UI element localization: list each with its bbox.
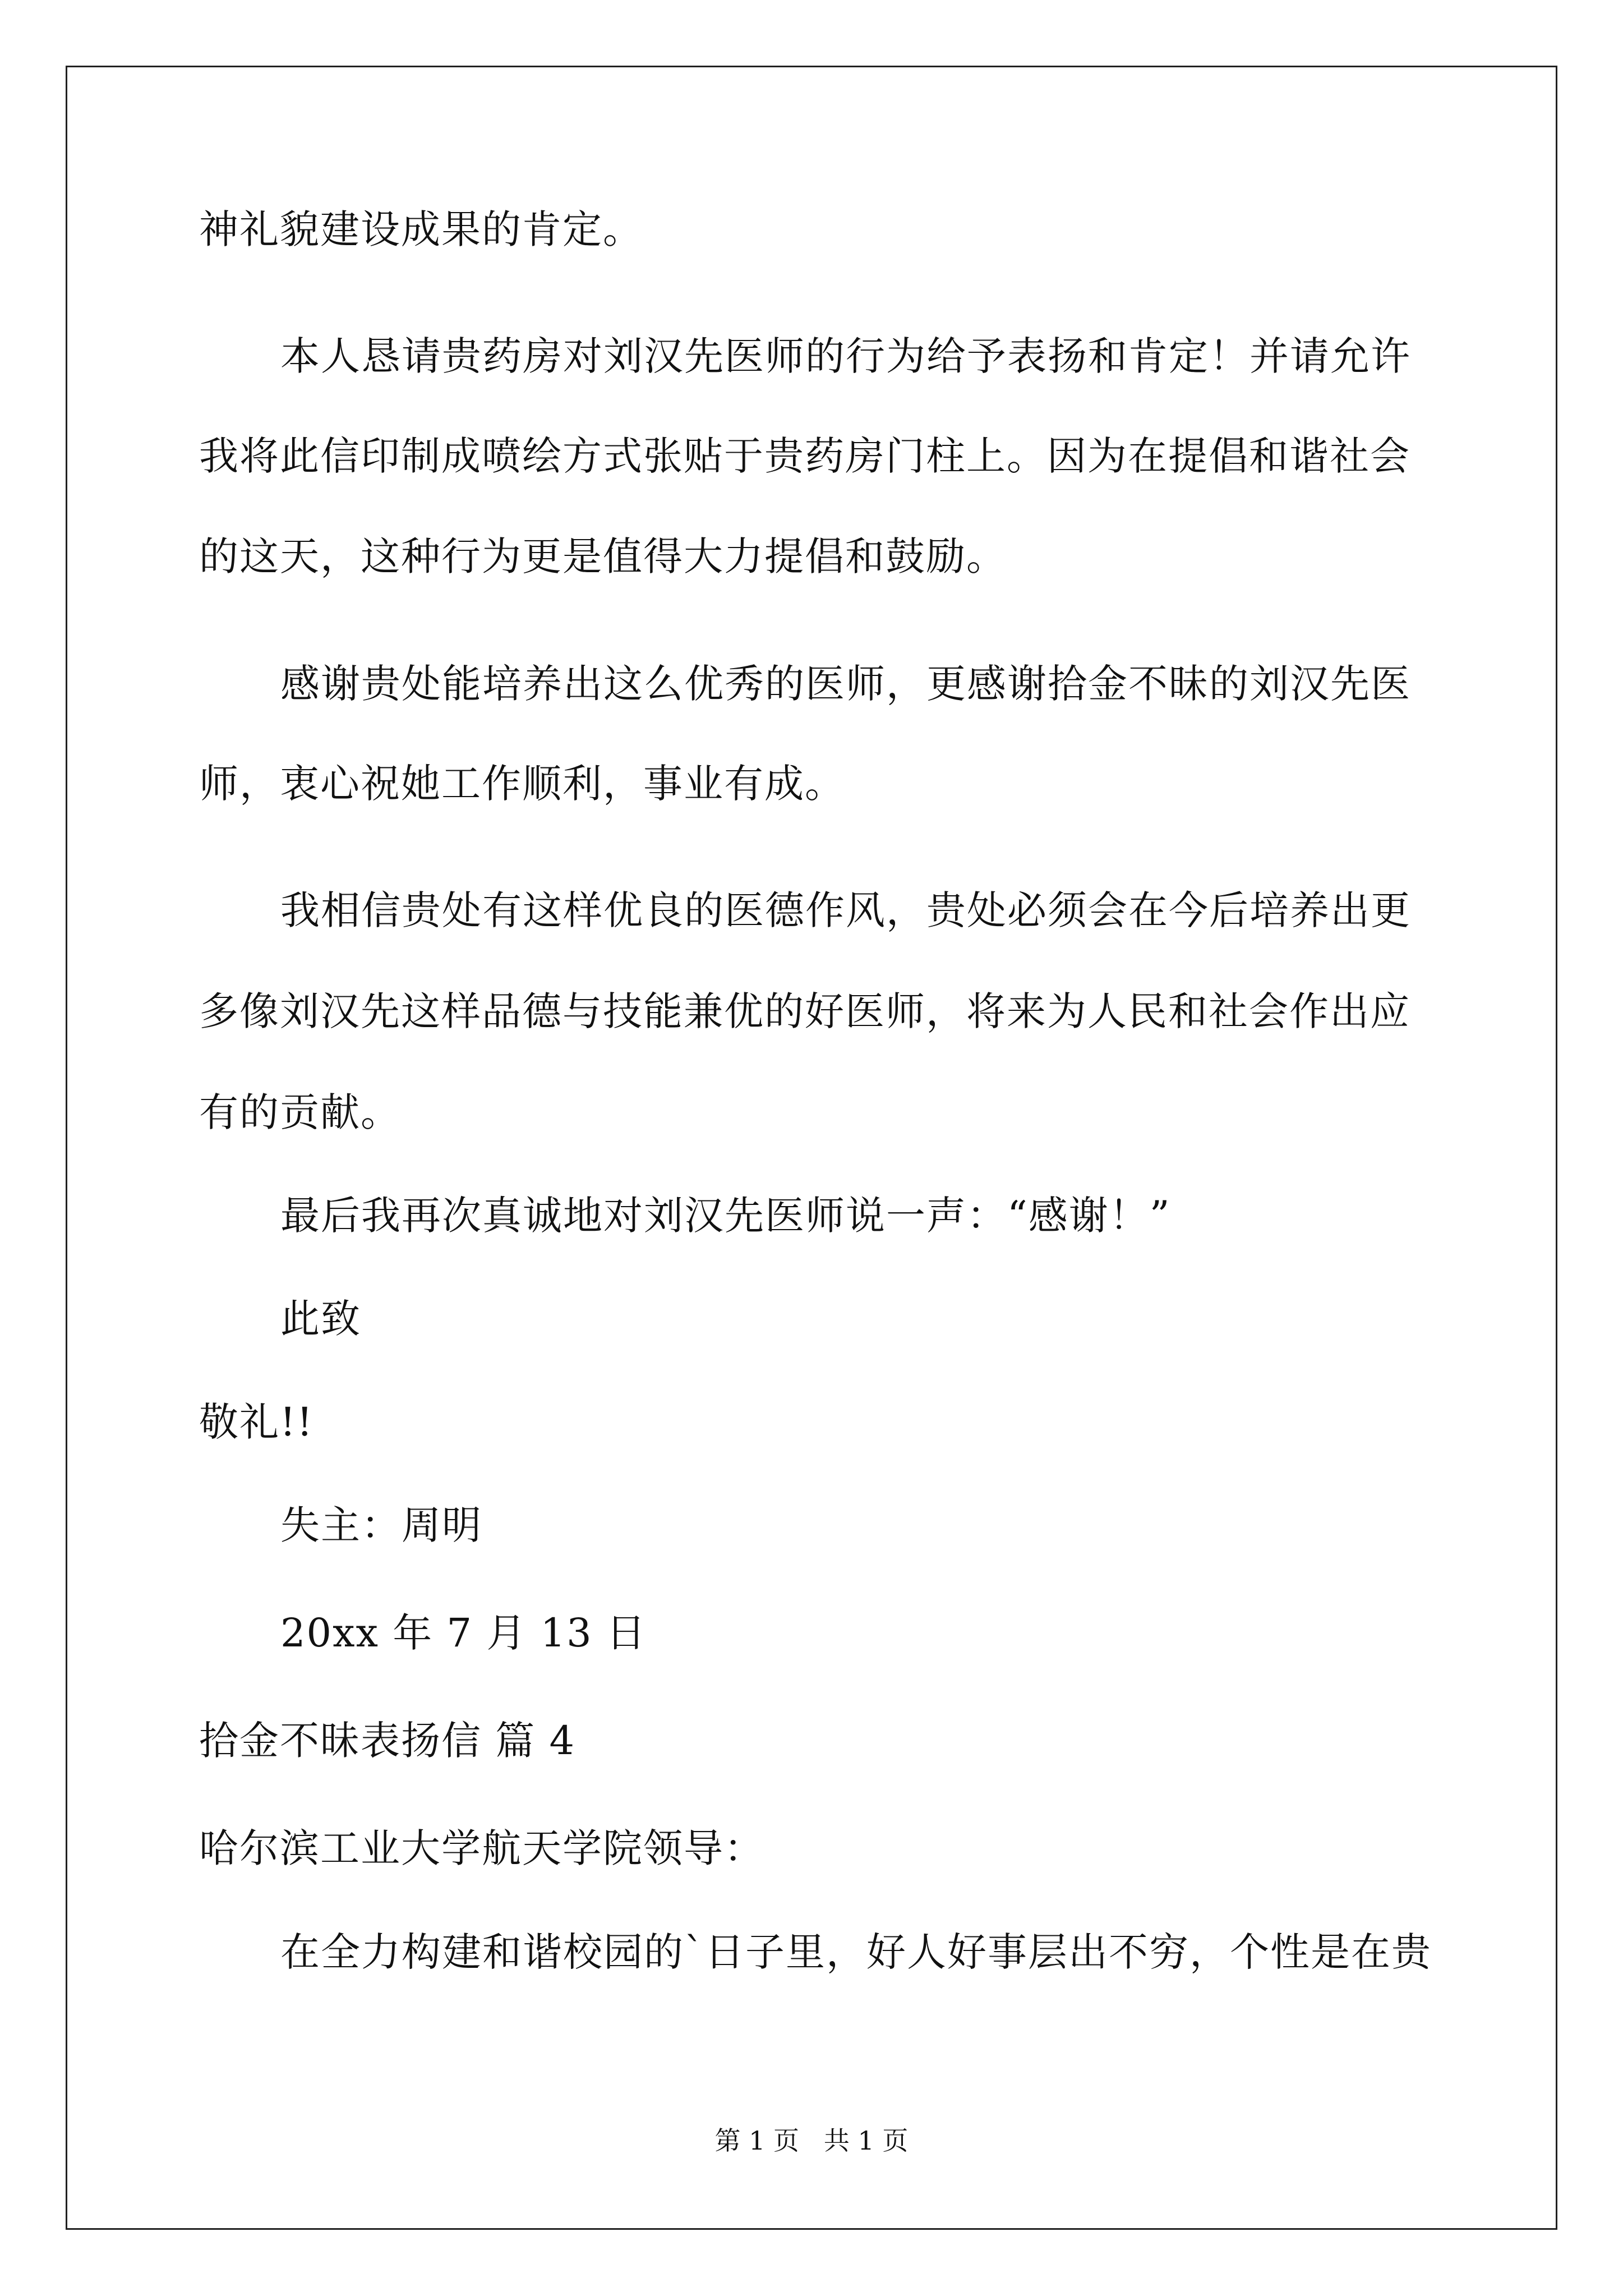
- text-line: 有的贡献。: [199, 1089, 401, 1135]
- page-border: [66, 66, 1557, 2230]
- text-line: 我相信贵处有这样优良的医德作风，贵处必须会在今后培养出更: [280, 887, 1411, 933]
- text-line: 敬礼!!: [199, 1399, 314, 1445]
- text-line: 最后我再次真诚地对刘汉先医师说一声：“感谢！”: [280, 1193, 1171, 1239]
- text-line: 感谢贵处能培养出这么优秀的医师，更感谢拾金不昧的刘汉先医: [280, 661, 1411, 707]
- page-footer: 第 1 页 共 1 页: [714, 2125, 909, 2156]
- salutation: 哈尔滨工业大学航天学院领导：: [199, 1825, 764, 1871]
- text-line: 的这天，这种行为更是值得大力提倡和鼓励。: [199, 533, 1007, 579]
- date-line: 20xx 年 7 月 13 日: [280, 1610, 647, 1656]
- text-line: 神礼貌建设成果的肯定。: [199, 206, 643, 252]
- text-line: 多像刘汉先这样品德与技能兼优的好医师，将来为人民和社会作出应: [199, 988, 1410, 1034]
- text-line: 我将此信印制成喷绘方式张贴于贵药房门柱上。因为在提倡和谐社会: [199, 433, 1410, 479]
- text-line: 此致: [280, 1296, 361, 1342]
- text-line: 师，衷心祝她工作顺利，事业有成。: [199, 761, 845, 807]
- signature-line: 失主：周明: [280, 1502, 482, 1548]
- section-heading: 拾金不昧表扬信 篇 4: [199, 1718, 576, 1764]
- text-line: 本人恳请贵药房对刘汉先医师的行为给予表扬和肯定！并请允许: [280, 333, 1411, 379]
- text-line: 在全力构建和谐校园的`日子里，好人好事层出不穷，个性是在贵: [280, 1929, 1432, 1975]
